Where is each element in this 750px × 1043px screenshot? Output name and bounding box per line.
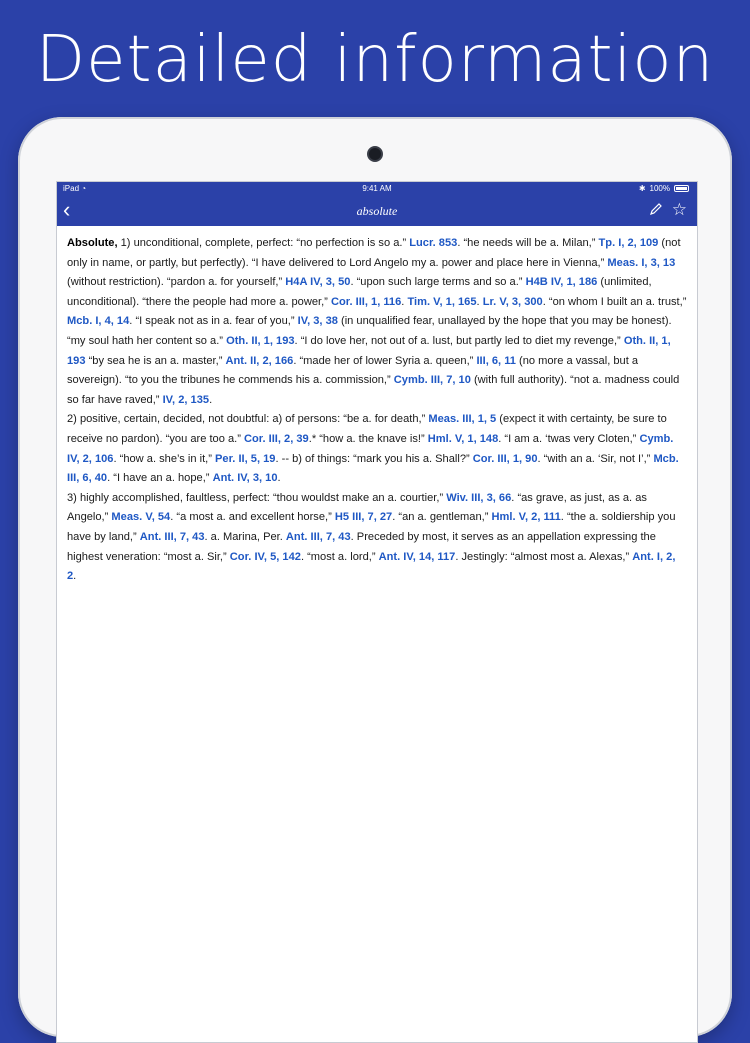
reference-link[interactable]: Meas. V, 54 [111,511,171,524]
entry-text: . “an a. gentleman,” [392,511,492,524]
entry-text: . “he needs will be a. Milan,” [457,237,599,249]
entry-text: . “most a. lord,” [300,550,379,563]
reference-link[interactable]: Tp. I, 2, 109 [598,237,659,249]
reference-link[interactable]: IV, 3, 38 [297,315,338,328]
status-device-label: iPad [63,184,80,193]
reference-link[interactable]: Cymb. III, 7, 10 [393,374,471,387]
reference-link[interactable]: Ant. I, 2, 2 [67,550,676,583]
entry-paragraph [67,410,687,488]
entry-text: . “with an a. ‘Sir, not I’,” [537,452,654,465]
entry-text: . [401,295,408,308]
entry-text: . [277,472,281,485]
reference-link[interactable]: H5 III, 7, 27 [334,511,393,524]
entry-text: . a. Marina, Per. [204,530,286,543]
entry-text: 1) unconditional, complete, perfect: “no perfection is so a.” [117,237,410,249]
reference-link[interactable]: Per. II, 5, 19 [215,452,276,465]
camera-icon [369,148,381,160]
entry-text: . “on whom I built an a. trust,” [542,295,687,308]
reference-link[interactable]: Hml. V, 1, 148 [427,432,499,445]
reference-link[interactable]: Meas. I, 3, 13 [607,256,676,269]
reference-link[interactable]: Mcb. I, 4, 14 [67,315,130,328]
battery-label: 100% [649,184,670,193]
reference-link[interactable]: Lr. V, 3, 300 [482,295,543,308]
nav-title: absolute [356,204,398,218]
bluetooth-icon: ✱ [638,184,646,193]
entry-text: . “I do love her, not out of a. lust, but partly led to diet my revenge,” [294,334,624,347]
headline: Detailed information [35,23,715,97]
reference-link[interactable]: Cymb. IV, 2, 106 [67,432,674,465]
favorite-button[interactable] [672,200,687,220]
entry-text: . [476,295,483,308]
pencil-icon [649,202,663,216]
reference-link[interactable]: Hml. V, 2, 111 [491,511,561,524]
chevron-left-icon: ‹ [63,197,71,222]
wifi-icon: ◔ [81,184,87,193]
reference-link[interactable]: Cor. III, 1, 90 [472,452,538,465]
entry-text: . [73,570,77,583]
app-screen [56,181,698,1043]
entry-text: . [209,393,213,406]
entry-text: . “I have an a. hope,” [107,472,213,485]
reference-link[interactable]: Cor. III, 1, 116 [330,295,402,308]
entry-text: . “the a. soldiership you have by land,” [67,511,676,543]
entry-text: . “made her of lower Syria a. queen,” [293,354,477,367]
entry-text: . Preceded by most, it serves as an appellation expressing the highest veneration: “most a. Sir,” [67,530,656,563]
reference-link[interactable]: Cor. IV, 5, 142 [229,550,301,563]
reference-link[interactable]: Wiv. III, 3, 66 [446,491,512,504]
reference-link[interactable]: H4B IV, 1, 186 [525,276,598,289]
reference-link[interactable]: Ant. II, 2, 166 [225,354,294,367]
entry-text: (without restriction). “pardon a. for yourself,” [67,276,286,289]
entry-text: “by sea he is an a. master,” [85,354,226,367]
entry-text: (no more a vassal, but a sovereign). “to you the tribunes he commends his a. commission,” [67,354,639,387]
reference-link[interactable]: Ant. III, 7, 43 [285,530,351,543]
reference-link[interactable]: Ant. III, 7, 43 [139,530,205,543]
entry-text: . “upon such large terms and so a.” [350,276,526,289]
reference-link[interactable]: Oth. II, 1, 193 [226,334,295,347]
entry-content [57,226,697,587]
entry-text: . “I am a. ‘twas very Cloten,” [498,432,640,445]
entry-text: (not only in name, or partly, but perfectly). “I have delivered to Lord Angelo my a. power and place here in Vienna,” [67,237,681,269]
reference-link[interactable]: H4A IV, 3, 50 [285,276,351,289]
entry-text: (unlimited, unconditional). “there the people had more a. power,” [67,276,652,308]
reference-link[interactable]: Meas. III, 1, 5 [428,413,497,426]
reference-link[interactable]: Oth. II, 1, 193 [67,334,671,367]
status-time: 9:41 AM [362,184,392,193]
status-bar [57,182,697,196]
status-right [639,184,689,193]
reference-link[interactable]: Ant. IV, 14, 117 [378,550,456,563]
battery-icon [674,185,689,192]
reference-link[interactable]: IV, 2, 135 [162,393,210,406]
entry-text: 3) highly accomplished, faultless, perfect: “thou wouldst make an a. courtier,” [67,491,447,504]
entry-text: .* “how a. the knave is!” [308,432,428,445]
star-icon: ☆ [671,200,687,219]
reference-link[interactable]: Lucr. 853 [409,237,458,249]
entry-text: 2) positive, certain, decided, not doubtful: a) of persons: “be a. for death,” [67,413,429,426]
ipad-frame [18,117,732,1037]
entry-paragraph [67,489,687,587]
entry-text: . -- b) of things: “mark you his a. Shall?” [275,452,473,465]
entry-text: . Jestingly: “almost most a. Alexas,” [455,550,633,563]
entry-text: . “I speak not as in a. fear of you,” [129,315,298,328]
entry-text: (expect it with certainty, be sure to receive no pardon). “you are too a.” [67,413,667,445]
headword: Absolute, [67,237,118,249]
reference-link[interactable]: Cor. III, 2, 39 [243,432,309,445]
entry-text: . “how a. she’s in it,” [113,452,216,465]
reference-link[interactable]: Ant. IV, 3, 10 [212,472,278,485]
entry-text: . “as grave, as just, as a. as Angelo,” [67,491,647,524]
reference-link[interactable]: III, 6, 11 [476,354,516,367]
entry-paragraph [67,234,687,410]
entry-text: (with full authority). “not a. madness could so far have raved,” [67,374,680,406]
entry-text: (in unqualified fear, unallayed by the hope that you may be honest). “my soul hath her content so a.” [67,315,672,347]
reference-link[interactable]: Mcb. III, 6, 40 [67,452,679,485]
edit-button[interactable] [649,202,663,221]
nav-bar [57,196,697,226]
entry-text: . “a most a. and excellent horse,” [170,511,335,524]
reference-link[interactable]: Tim. V, 1, 165 [407,295,477,308]
